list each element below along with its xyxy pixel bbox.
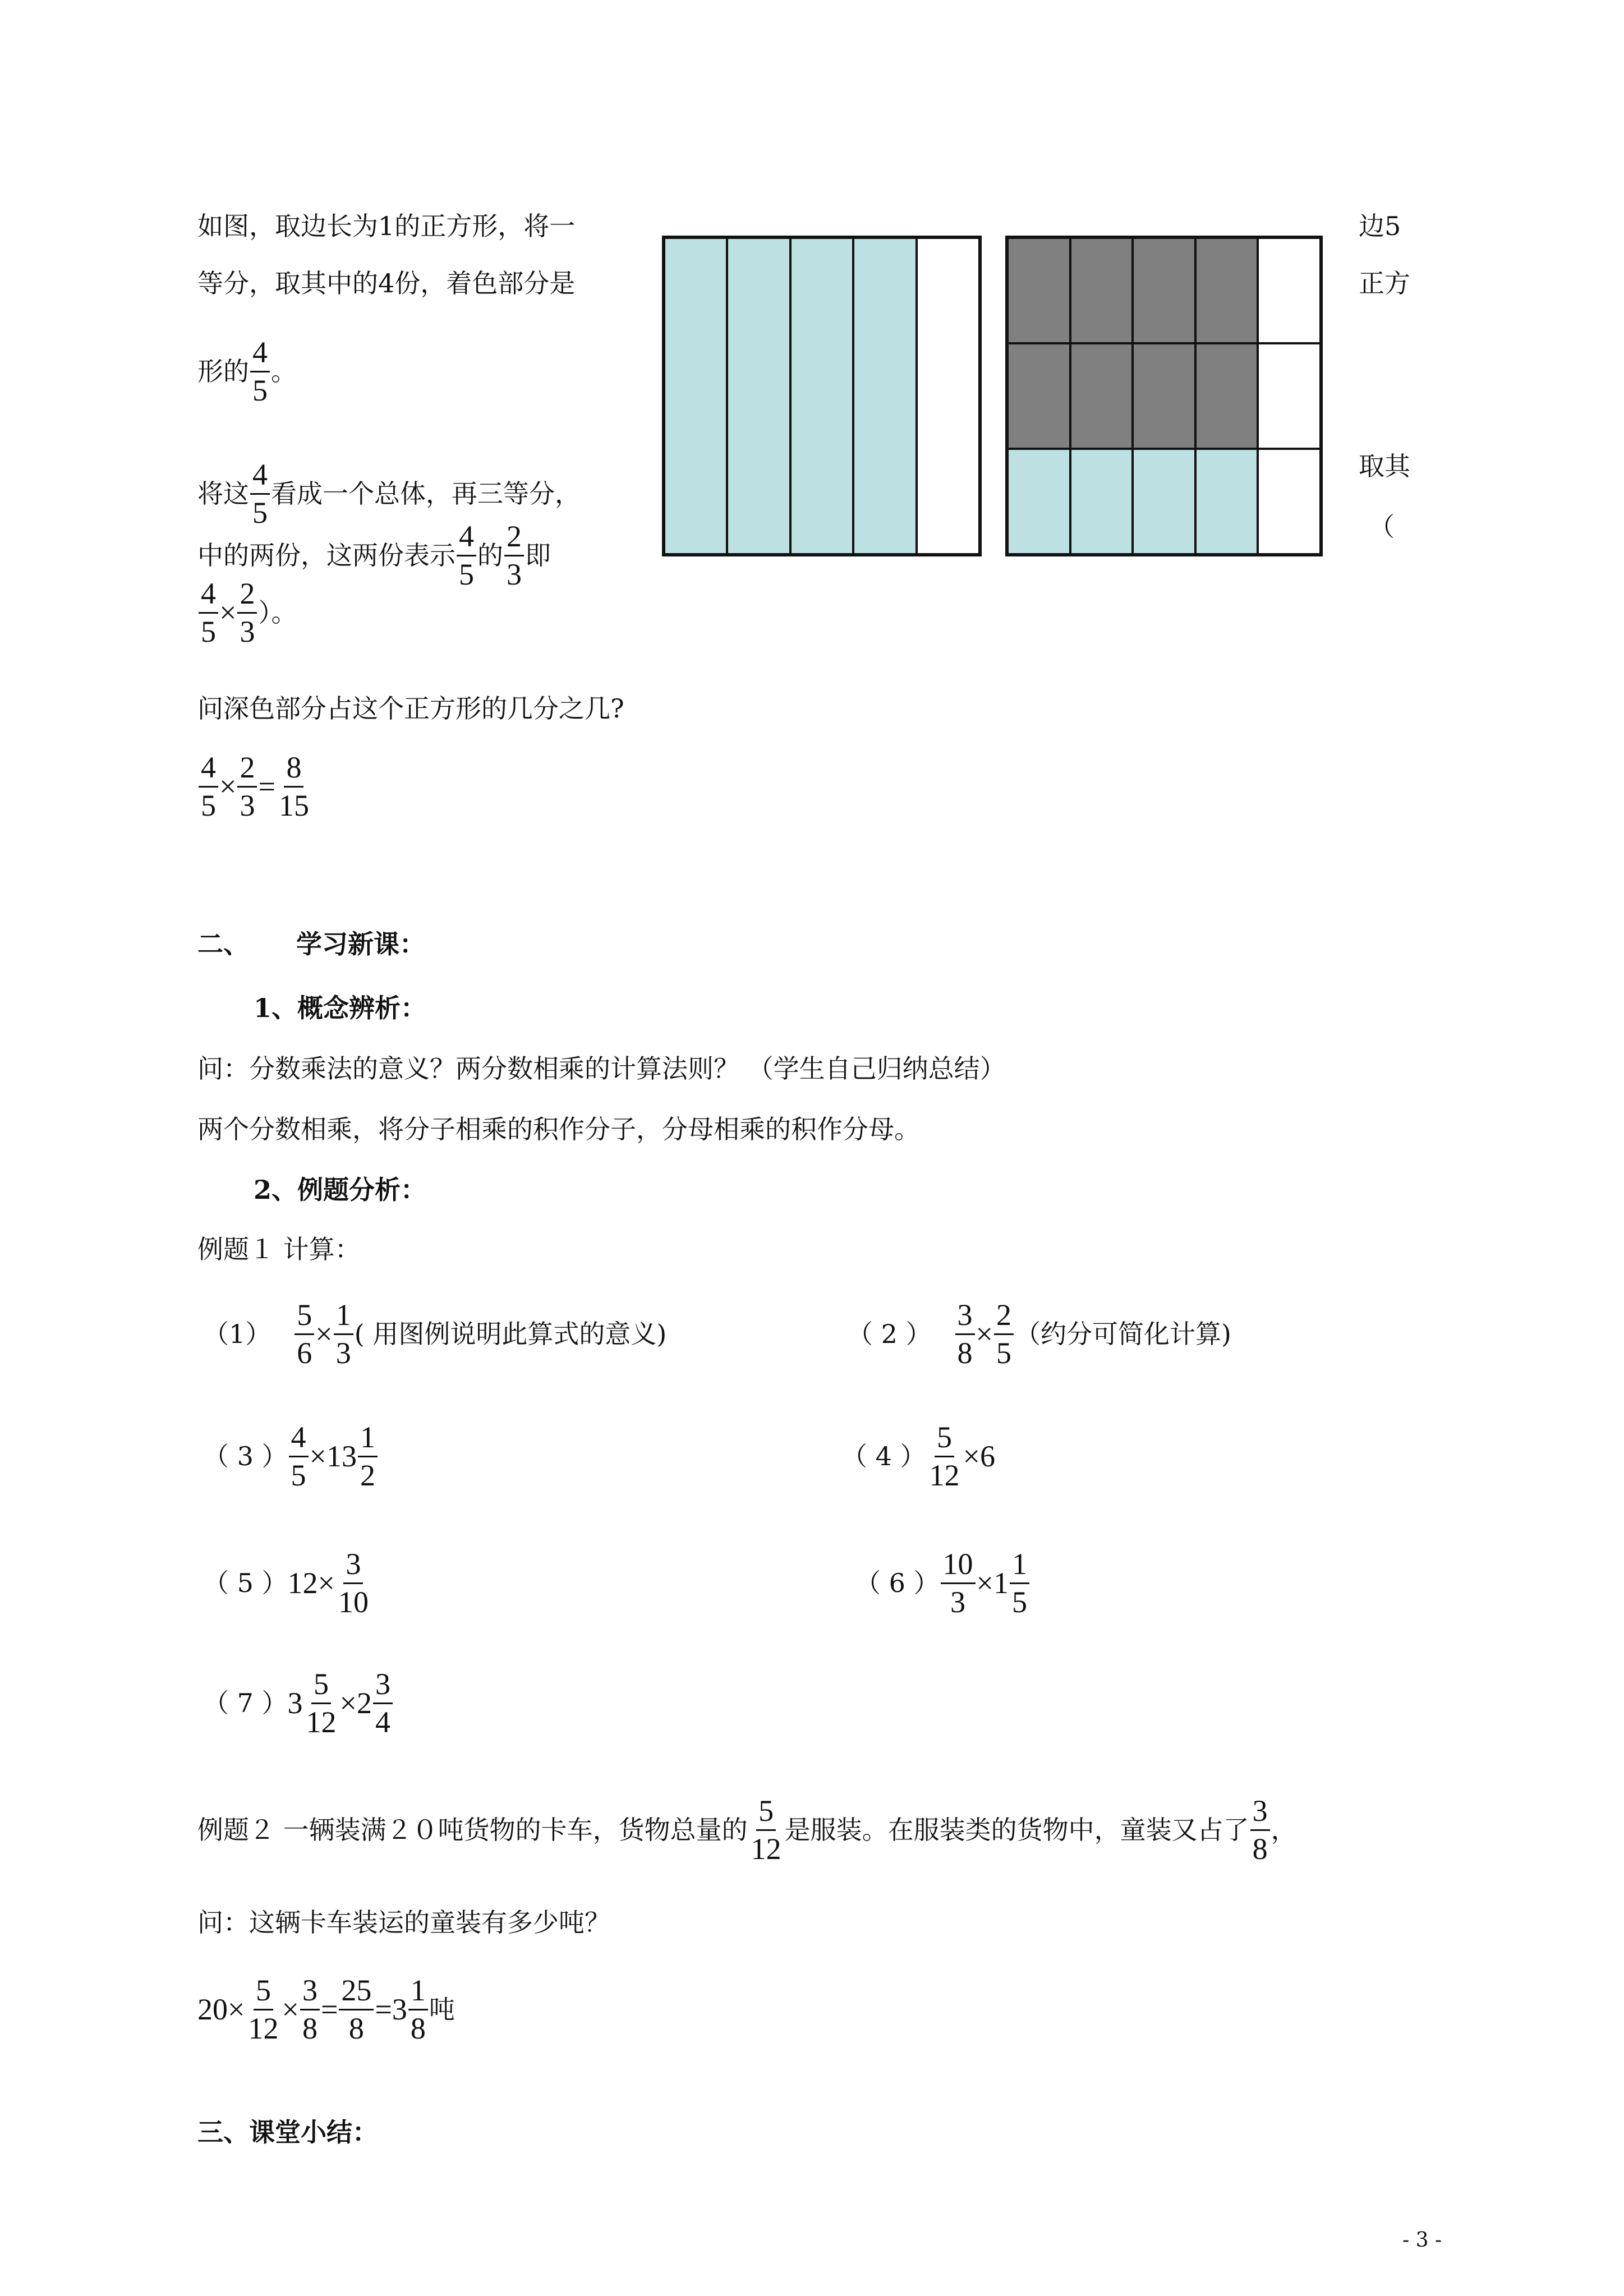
- text: 是服装。在服装类的货物中，童装又占了: [784, 1815, 1249, 1846]
- intro-line-6: [197, 578, 297, 647]
- equals-sign: =3: [375, 1993, 407, 2027]
- cell-shaded: [853, 238, 916, 554]
- fraction: $\frac{3}{8}$: [955, 1299, 975, 1369]
- exercise-note: （约分可简化计算): [1014, 1319, 1231, 1350]
- cell-shaded: [1133, 449, 1195, 554]
- exercise-label: （ 5 ）: [203, 1568, 288, 1599]
- example-2-answer: [197, 1975, 455, 2044]
- exercise-label: （ 6 ）: [855, 1568, 940, 1599]
- fraction: $\frac{8}{15}$: [278, 751, 309, 822]
- equals-sign: =: [320, 1993, 338, 2027]
- cell-shaded: [1007, 449, 1070, 554]
- equals-sign: =: [258, 770, 275, 804]
- text: 中的两份，这两份表示: [197, 540, 456, 571]
- fraction: $\frac{1}{8}$: [408, 1975, 428, 2044]
- text: 。: [271, 356, 297, 387]
- fraction: $\frac{2}{3}$: [504, 521, 524, 590]
- fraction: $\frac{5}{12}$: [929, 1420, 960, 1492]
- unit-text: 吨: [429, 1994, 455, 2025]
- fraction: $\frac{3}{10}$: [338, 1547, 369, 1619]
- exercise-1: [203, 1299, 666, 1369]
- text: 例题２ 一辆装满２０吨货物的卡车，货物总量的: [197, 1815, 748, 1846]
- cell-dark: [1133, 343, 1195, 449]
- fraction: $\frac{2}{3}$: [237, 752, 257, 821]
- cell-dark: [1195, 238, 1258, 343]
- exercise-6: [855, 1548, 1030, 1618]
- fraction: $\frac{1}{5}$: [1010, 1548, 1029, 1618]
- exercise-4: [841, 1421, 995, 1491]
- subheading-concept: 1、概念辨析：: [254, 993, 427, 1023]
- times-sign: ×: [315, 1317, 333, 1351]
- cell-empty: [917, 238, 979, 554]
- exercise-2: [847, 1299, 1231, 1369]
- whole-number: 3: [287, 1686, 303, 1720]
- example-2-question: 问：这辆卡车装运的童装有多少吨？: [197, 1907, 610, 1938]
- intro-line-2-right: 正方: [1359, 268, 1410, 298]
- cell-empty: [1258, 343, 1321, 449]
- text: ）。: [258, 597, 297, 628]
- fraction: $\frac{3}{4}$: [373, 1668, 393, 1738]
- text: 形的: [197, 356, 249, 387]
- times-sign: ×: [219, 596, 237, 630]
- fraction: $\frac{2}{3}$: [237, 578, 257, 647]
- times-sign: ×2: [339, 1686, 372, 1720]
- intro-line-4-right: 取其: [1359, 451, 1410, 481]
- text: 的: [477, 540, 503, 571]
- fraction: $\frac{1}{3}$: [334, 1299, 353, 1369]
- subheading-examples: 2、例题分析：: [254, 1175, 427, 1205]
- square-figure-2: [1005, 236, 1323, 556]
- example-2-text: [197, 1795, 1297, 1865]
- square-figure-1: [662, 236, 982, 556]
- fraction: $\frac{4}{5}$: [250, 337, 270, 406]
- fraction: $\frac{4}{5}$: [289, 1421, 309, 1491]
- exercise-5: [203, 1548, 372, 1618]
- times-sign: ×6: [963, 1439, 995, 1474]
- fraction: $\frac{4}{5}$: [457, 521, 476, 590]
- text: 将这: [197, 478, 249, 509]
- text: 看成一个总体，再三等分，: [271, 478, 581, 509]
- cell-empty: [1258, 449, 1321, 554]
- intro-line-1: 如图，取边长为1的正方形，将一: [197, 211, 576, 241]
- fraction: $\frac{10}{3}$: [941, 1548, 976, 1618]
- fraction: $\frac{5}{12}$: [306, 1667, 337, 1739]
- fraction: $\frac{5}{12}$: [248, 1973, 279, 2045]
- cell-dark: [1133, 238, 1195, 343]
- fraction: $\frac{4}{5}$: [199, 752, 218, 821]
- cell-dark: [1070, 238, 1133, 343]
- text: 即: [525, 540, 551, 571]
- cell-dark: [1070, 343, 1133, 449]
- whole-number: 12×: [287, 1566, 335, 1600]
- concept-question: 问：分数乘法的意义？两分数相乘的计算法则？ （学生自己归纳总结）: [197, 1053, 1006, 1084]
- cell-shaded: [1195, 449, 1258, 554]
- cell-dark: [1007, 238, 1070, 343]
- whole-number: 20×: [197, 1993, 245, 2027]
- times-sign: ×: [219, 770, 237, 804]
- cell-dark: [1195, 343, 1258, 449]
- cell-shaded: [790, 238, 853, 554]
- fraction: $\frac{5}{6}$: [295, 1299, 314, 1369]
- page-number: - 3 -: [1402, 2229, 1442, 2252]
- exercise-label: （1）: [203, 1319, 272, 1350]
- exercise-note: ( 用图例说明此算式的意义): [354, 1319, 667, 1350]
- exercise-label: （ 4 ）: [841, 1441, 926, 1472]
- fraction: $\frac{4}{5}$: [250, 459, 270, 528]
- intro-line-4: [197, 459, 581, 528]
- fraction: $\frac{3}{8}$: [1250, 1795, 1270, 1865]
- cell-shaded: [664, 238, 727, 554]
- fraction: $\frac{5}{12}$: [751, 1794, 781, 1866]
- section-2-heading: 学习新课：: [296, 929, 425, 959]
- intro-line-3: [197, 337, 297, 406]
- cell-shaded: [1070, 449, 1133, 554]
- times-sign: ×: [282, 1993, 299, 2027]
- text: ，: [1271, 1815, 1297, 1846]
- times-sign: ×: [976, 1317, 993, 1351]
- fraction: $\frac{1}{2}$: [358, 1421, 378, 1491]
- exercise-7: [203, 1668, 394, 1738]
- intro-line-5-right: （: [1369, 512, 1395, 542]
- fraction: $\frac{25}{8}$: [339, 1975, 374, 2044]
- cell-empty: [1258, 238, 1321, 343]
- intro-question: 问深色部分占这个正方形的几分之几?: [197, 693, 624, 724]
- example-1-label: 例题１ 计算：: [197, 1234, 361, 1264]
- times-sign: ×13: [309, 1439, 357, 1474]
- section-2-number: 二、: [197, 929, 249, 959]
- times-sign: ×1: [976, 1566, 1009, 1600]
- intro-line-2: 等分，取其中的4份，着色部分是: [197, 268, 576, 298]
- exercise-label: （ 2 ）: [847, 1319, 932, 1350]
- exercise-label: （ 3 ）: [203, 1441, 288, 1472]
- cell-shaded: [727, 238, 790, 554]
- multiplication-rule: 两个分数相乘，将分子相乘的积作分子，分母相乘的积作分母。: [197, 1114, 920, 1144]
- fraction: $\frac{4}{5}$: [199, 578, 218, 647]
- cell-dark: [1007, 343, 1070, 449]
- section-3-heading: 三、课堂小结：: [197, 2117, 378, 2147]
- intro-line-1-right: 边5: [1359, 211, 1401, 241]
- fraction: $\frac{3}{8}$: [300, 1975, 320, 2044]
- intro-answer: [197, 752, 312, 821]
- fraction: $\frac{2}{5}$: [994, 1299, 1014, 1369]
- exercise-3: [203, 1421, 379, 1491]
- exercise-label: （ 7 ）: [203, 1688, 288, 1719]
